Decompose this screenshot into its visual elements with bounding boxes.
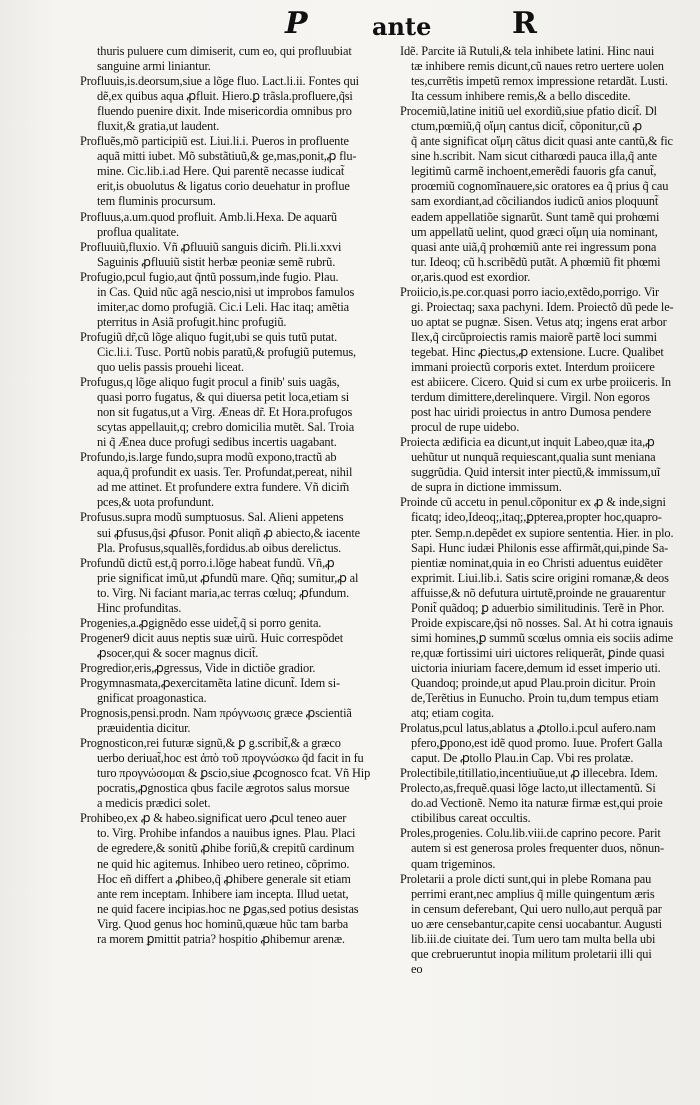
entry-headword-line: Profundo,is.large fundo,supra modũ expono,tractũ ab [80, 450, 337, 465]
entry-headword-line: Profugus,q lõge aliquo fugit procul a finib' suis uagãs, [80, 375, 340, 390]
text-line: uo ære censebantur,capite censi uocabantur. Augusti [411, 916, 662, 931]
text-line: quam trigeminos. [411, 856, 496, 871]
text-line: de egredere,& sonitũ ꝓhibe foriũ,& crepitũ cardinum [97, 841, 355, 856]
entry-headword-line: Profluẽs,mõ participiũ est. Liui.li.i. Pueros in profluente [80, 134, 349, 149]
text-line: perrimi erant,nec amplius q̃ mille quingentum æris [411, 886, 655, 901]
text-line: procul de rupe uidebo. [411, 420, 520, 435]
entry-headword-line: Prolectibile,titillatio,incentiuũue,ut ꝓ illecebra. Idem. [400, 766, 658, 781]
text-line: uictoria iniuriam facere,demum id esset imperio uti. [411, 660, 661, 675]
text-line: fluxit,& gratia,ut laudent. [97, 119, 220, 134]
text-line: Pla. Profusus,squallẽs,fordidus.ab oibus derelictus. [97, 540, 342, 555]
text-line: aqua,q̃ profundit ex uasis. Ter. Profundat,pereat, nihil [97, 465, 353, 480]
text-line: non sit fugatus,ut a Virg. Æneas dr̃. Et Hora.profugos [97, 405, 353, 420]
entry-headword-line: Profundũ dictũ est,q̃ porro.i.lõge habeat fundũ. Vñ,ꝓ [80, 555, 335, 570]
entry-headword-line: Idẽ. Parcite iã Rutuli,& tela inhibete latini. Hinc naui [400, 44, 655, 58]
entry-headword-line: Progenies,a.ꝓgignẽdo esse uidet̃,q̃ si porro genita. [80, 615, 322, 630]
text-line: pocratis,ꝓgnostica qbus facile ægrotos salus morsue [97, 781, 350, 796]
entry-headword-line: Profugiũ dr̃,cũ lõge aliquo fugit,ubi se quis tutũ putat. [80, 329, 338, 344]
entry-headword-line: Proiecta ædificia ea dicunt,ut inquit Labeo,quæ ita,ꝓ [400, 435, 655, 450]
text-line: Virg. Quod genus hoc hominũ,quæue hũc tam barba [97, 916, 349, 931]
entry-headword-line: Profluuiũ,fluxio. Vñ ꝓfluuiũ sanguis dicim̃. Pli.li.xxvi [80, 239, 342, 254]
text-line: gnificat proagonastica. [97, 691, 207, 706]
text-line: quo uelis passis prouehi liceat. [97, 359, 244, 374]
text-line: immani proiectũ corporis extet. Interdum proiicere [411, 359, 655, 374]
text-line: exprimit. Liui.lib.i. Satis scire origini romanæ,& deos [411, 570, 669, 585]
text-line: tæ inhibere remis dicunt,cũ naues retro uertere uolen [411, 59, 664, 74]
text-line: in censum deferebant, Qui uero nullo,aut perquã par [411, 901, 662, 916]
text-line: fluendo puenire dixit. Inde misericordia omnibus pro [97, 104, 352, 119]
entry-headword-line: Profluus,a.um.quod profluit. Amb.li.Hexa. De aquarũ [80, 209, 337, 224]
entry-headword-line: Prolecto,as,frequẽ.quasi lõge lacto,ut illectamentũ. Si [400, 781, 656, 796]
text-line: ne quid facere incipias.hoc ne ꝑgas,sed potius desistas [97, 901, 359, 916]
text-line: ctum,pœmiũ,q̃ οἴμη cantus dicit̃, cõponitur,cũ ꝓ [411, 119, 642, 134]
text-line: tur. Ideoq; cũ h.scribẽdũ putãt. A phœmiũ fit phœmi [411, 254, 661, 269]
text-line: Ilex,q̃ circũproiectis ramis maiorẽ partẽ loci summi [411, 329, 657, 344]
text-line: thuris puluere cum dimiserit, cum eo, qui profluubiat [97, 44, 352, 58]
page-header [0, 6, 700, 42]
entry-headword-line: Prohibeo,ex ꝓ & habeo.significat uero ꝓcul teneo auer [80, 811, 347, 826]
text-line: pterritus in Asiã profugit.hinc profugiũ. [97, 314, 287, 329]
entry-headword-line: Prognosis,pensi.prodn. Nam πρόγνωσις græce ꝓscientiã [80, 706, 352, 721]
text-line: turo προγνώσομαι & ꝑscio,siue ꝓcognosco fcat. Vñ Hip [97, 766, 371, 781]
text-line: eo [411, 961, 423, 976]
text-line: do.ad Vectionẽ. Nemo ita naturæ firmæ est,qui proie [411, 796, 663, 811]
text-line: atq; etiam cogita. [411, 706, 494, 721]
text-line: est abiicere. Cicero. Quid si cum ex urbe proiiceris. In [411, 375, 671, 390]
text-line: to. Virg. Ni faciant maria,ac terras cœluq; ꝓfundum. [97, 585, 350, 600]
entry-headword-line: Proiicio,is.pe.cor.quasi porro iacio,extẽdo,porrigo. Vir [400, 284, 660, 299]
text-line: ne quid hic agitemus. Inhibeo uero retineo, cõprimo. [97, 856, 350, 871]
text-line: um appellatũ uelint, quod græci οἴμη uia nominant, [411, 224, 658, 239]
text-line: uehũtur ut nunquã requiescant,qualia sunt meniana [411, 450, 656, 465]
text-line: uo aptat se pugnæ. Sisen. Vetus atq; ingens erat arbor [411, 314, 667, 329]
text-line: Saguinis ꝓfluuiũ sistit herbæ peoniæ semẽ rubrũ. [97, 254, 336, 269]
text-line: uerbo deriuat̃,hoc est ἀπὸ τοῦ προγνώσκω q̃d facit in fu [97, 751, 364, 766]
text-line: Ponit̃ quãdoq; ꝑ aduerbio similitudinis. Terẽ in Phor. [411, 600, 665, 615]
text-line: quasi porro fugatus, & qui diuersa petit loca,etiam si [97, 390, 350, 405]
text-line: suggrũdia. Quid intersit inter piectũ,& immissum,uĩ [411, 465, 661, 480]
text-line: to. Virg. Prohibe infandos a nauibus ignes. Plau. Placi [97, 826, 356, 841]
text-column-left [80, 44, 388, 947]
entry-headword-line: Procemiũ,latine initiũ uel exordiũ,siue pfatio dicit̃. Dl [400, 104, 657, 119]
entry-headword-line: Progymnasmata,ꝓexercitamẽta latine dicunt̃. Idem si- [80, 675, 340, 690]
text-line: dẽ,ex quibus aqua ꝓfluit. Hiero.ꝑ trãsla.profluere,q̃si [97, 89, 353, 104]
text-line: autem si est generosa proles frequenter duos, nõnun- [411, 841, 665, 856]
text-line: legitimũ carmẽ inchoent,emerẽdi fauoris gfa canut̃, [411, 164, 657, 179]
text-line: ad me attinet. Et profundere extra fundere. Vñ dicim̃ [97, 480, 350, 495]
text-line: a medicis prædici solet. [97, 796, 211, 811]
text-line: or,aris.quod est exordior. [411, 269, 531, 284]
running-head-left-letter: P [285, 6, 308, 41]
text-line: caput. De ꝓtollo Plau.in Cap. Vbi res prolatæ. [411, 751, 634, 766]
entry-headword-line: Progredior,eris,ꝓgressus, Vide in dictiõe gradior. [80, 660, 316, 675]
text-line: ra morem ꝑmittit patria? hospitio ꝓhibemur arenæ. [97, 931, 345, 946]
text-line: ficatq; ideo,Ideoq;,itaq;,ꝑpterea,propter hoc,quapro- [411, 510, 662, 525]
entry-headword-line: Prognosticon,rei futuræ signũ,& ꝑ g.scribit̃,& a græco [80, 736, 341, 751]
text-column-right [400, 44, 690, 977]
entry-headword-line: Prolatus,pcul latus,ablatus a ꝓtollo.i.pcul aufero.nam [400, 721, 656, 736]
text-line: aquã mitti iubet. Mõ substãtiuũ,& ge,mas,ponit,ꝓ flu- [97, 149, 357, 164]
text-line: proœmiũ cognomĩnauere,sic oratores ea q̃ prius q̃ cau [411, 179, 669, 194]
text-line: terdum dimittere,derelinquere. Virgil. Non egoros [411, 390, 650, 405]
entry-headword-line: Proletarii a prole dicti sunt,qui in plebe Romana pau [400, 871, 652, 886]
text-line: prie significat imũ,ut ꝓfundũ mare. Qñq; sumitur,ꝓ al [97, 570, 359, 585]
entry-headword-line: Profugio,pcul fugio,aut q̃ntũ possum,inde fugio. Plau. [80, 269, 339, 284]
text-line: tegebat. Hinc ꝓiectus,ꝓ extensione. Lucre. Qualibet [411, 344, 664, 359]
text-line: de supra in dictione immissum. [411, 480, 562, 495]
entry-headword-line: Profluuis,is.deorsum,siue a lõge fluo. Lact.li.ii. Fontes qui [80, 74, 359, 89]
text-line: eadem appellatiõe signarũt. Sunt tamẽ qui prohœmi [411, 209, 660, 224]
text-line: affuisse,& nõ defutura uirtutẽ,proinde ne grauarentur [411, 585, 666, 600]
text-line: lib.iii.de ciuitate dei. Tum uero tam multa bella ubi [411, 931, 656, 946]
text-line: ꝓsocer,qui & socer magnus dicit̃. [97, 645, 259, 660]
text-line: erit,is obuolutus & ligatus corio deuehatur in proflue [97, 179, 350, 194]
text-line: Proide expiscare,q̃si nõ nosses. Sal. At hi cotra ignauis [411, 615, 673, 630]
text-line: Hinc profunditas. [97, 600, 182, 615]
text-line: sine h.scribit. Nam sicut citharœdi pauca illa,q̃ ante [411, 149, 657, 164]
text-line: post hac uiridi proiectus in antro Dumosa pendere [411, 405, 652, 420]
running-head-word: ante [372, 12, 432, 41]
text-line: Cic.li.i. Tusc. Portũ nobis paratũ,& profugiũ putemus, [97, 344, 356, 359]
text-line: pter. Semp.n.depẽdet ex supiore sententia. Hier. in plo. [411, 525, 674, 540]
text-line: sam exordiant,ad cõciliandos iudicũ anios ploquunt̃ [411, 194, 659, 209]
text-line: simi homines,ꝑ summũ scœlus omnia eis sociis adime [411, 630, 673, 645]
text-line: præuidentia dicitur. [97, 721, 191, 736]
entry-headword-line: Progener9 dicit auus neptis suæ uirũ. Huic correspõdet [80, 630, 344, 645]
text-line: imiter,ac domo profugiã. Cic.i Leli. Hac itaq; amẽtia [97, 299, 350, 314]
entry-headword-line: Proinde cũ accetu in penul.cõponitur ex ꝓ & inde,signi [400, 495, 666, 510]
text-line: de,Terẽtius in Eunucho. Proin tu,dum tempus etiam [411, 691, 659, 706]
text-line: ni q̃ Ænea duce profugi sedibus incertis uagabant. [97, 435, 337, 450]
text-line: proflua qualitate. [97, 224, 179, 239]
text-line: q̃ ante significat οἴμη cãtus dicit quasi ante cantũ,& fic [411, 134, 673, 149]
text-line: Ita cessum inhibere remis,& a bello discedite. [411, 89, 631, 104]
text-line: ante rem inceptam. Inhibere iam incepta. Illud uetat, [97, 886, 349, 901]
text-line: Quandoq; proinde,ut apud Plau.proin dicitur. Proin [411, 675, 656, 690]
text-line: pfero,ꝑpono,est idẽ quod promo. Iuue. Profert Galla [411, 736, 663, 751]
text-line: scytas appellauit,q; crebro domicilia mutẽt. Sal. Troia [97, 420, 355, 435]
text-line: tem fluminis procursum. [97, 194, 216, 209]
entry-headword-line: Profusus.supra modũ sumptuosus. Sal. Alieni appetens [80, 510, 344, 525]
text-line: sui ꝓfusus,q̃si ꝓfusor. Ponit aliqñ ꝓ abiecto,& iacente [97, 525, 360, 540]
text-line: quasi ante uiã,q̃ prohœmiũ ante rei ingressum pona [411, 239, 657, 254]
text-line: mine. Cic.lib.i.ad Here. Qui parentẽ necasse iudicat̃ [97, 164, 345, 179]
text-line: Sapi. Hunc iudæi Philonis esse affirmãt,qui,pinde Sa- [411, 540, 669, 555]
text-line: ctibilibus careat occultis. [411, 811, 531, 826]
text-line: pces,& uota profundunt. [97, 495, 214, 510]
text-line: tes,currẽtis impetũ remox impressione retardãt. Lusti. [411, 74, 668, 89]
text-line: gi. Proiectaq; saxa pachyni. Idem. Proiectõ dũ pede le- [411, 299, 674, 314]
text-line: in Cas. Quid nũc agã nescio,nisi ut improbos famulos [97, 284, 355, 299]
text-line: Hoc eñ differt a ꝓhibeo,q̃ ꝓhibere generale sit etiam [97, 871, 351, 886]
text-line: re,quæ fortissimi uiri uictores reliquerãt, ꝑinde quasi [411, 645, 665, 660]
running-head-right-letter: R [512, 6, 537, 41]
text-line: sanguine armi liniantur. [97, 59, 211, 74]
entry-headword-line: Proles,progenies. Colu.lib.viii.de caprino pecore. Parit [400, 826, 661, 841]
text-line: que crebrueruntut inopia militum proletarii illi qui [411, 946, 652, 961]
text-line: pientiæ nominat,quia in eo Christi aduentus euidẽter [411, 555, 663, 570]
